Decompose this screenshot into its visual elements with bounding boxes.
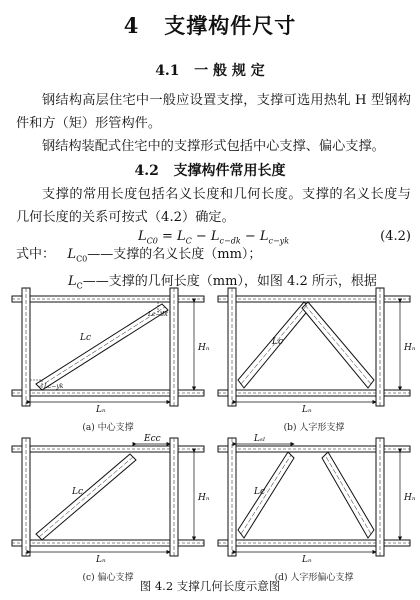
label-lc: Lc [72, 487, 84, 497]
definition-geometric-length: $L_C——$支撑的几何长度（mm），如图 4.2 所示，根据 [68, 273, 377, 291]
label-lc: Lc [254, 487, 266, 497]
section-title: 支撑构件常用长度 [173, 163, 286, 179]
section-4-2-heading [0, 160, 420, 180]
figure-a-central-brace [12, 288, 210, 433]
paragraph-lengths: 支撑的常用长度包括名义长度和几何长度。支撑的名义长度与几何长度的关系可按式（4.2）确定。 [16, 187, 411, 225]
label-ecc: Ecc [144, 434, 161, 444]
label-lc: Lc [272, 337, 284, 347]
label-ln: Lₙ [96, 555, 106, 565]
label-hn: Hₙ [198, 343, 210, 353]
label-hn: Hₙ [198, 493, 210, 503]
caption-d: (d) 人字形偏心支撑 [274, 573, 354, 583]
paragraph-general-1: 钢结构高层住宅中一般应设置支撑，支撑可选用热轧 H 型钢构件和方（矩）形管构件。 [16, 93, 411, 131]
figure-d-eccentric-chevron-brace [218, 434, 416, 583]
label-ln: Lₙ [302, 555, 312, 565]
caption-b: (b) 人字形支撑 [283, 423, 345, 433]
label-hn: Hₙ [404, 343, 416, 353]
label-ln: Lₙ [96, 405, 106, 415]
figure-caption: 图 4.2 支撑几何长度示意图 [139, 579, 281, 593]
section-4-1-heading [0, 60, 420, 80]
caption-a: (a) 中心支撑 [82, 423, 134, 433]
paragraph-general-2: 钢结构装配式住宅中的支撑形式包括中心支撑、偏心支撑。 [42, 139, 385, 154]
definition-nominal-length: 式中： $L_{C0}——$支撑的名义长度（mm）； [16, 247, 262, 264]
label-lc: Lc [80, 333, 92, 343]
label-lc-dk: Lc−dk [148, 311, 168, 318]
label-hn: Hₙ [404, 493, 416, 503]
equation-formula: $L_{C0} = L_C - L_{c-dk} - L_{c-yk}$ [137, 229, 290, 246]
chapter-title [0, 10, 420, 40]
section-number: 4.2 [134, 163, 159, 179]
section-title: 一 般 规 定 [194, 63, 265, 79]
caption-c: (c) 偏心支撑 [82, 573, 134, 583]
figure-4-2 [0, 282, 420, 592]
label-ln: Lₙ [302, 405, 312, 415]
label-lsl: Lₛₗ [254, 434, 266, 444]
section-number: 4.1 [155, 63, 180, 79]
equation-number: (4.2) [380, 229, 411, 244]
figure-c-eccentric-brace [12, 434, 210, 583]
label-lc-yk: Lc−yk [44, 383, 64, 390]
chapter-name: 支撑构件尺寸 [164, 13, 297, 38]
figure-b-chevron-brace [218, 288, 416, 433]
chapter-number: 4 [123, 13, 140, 38]
